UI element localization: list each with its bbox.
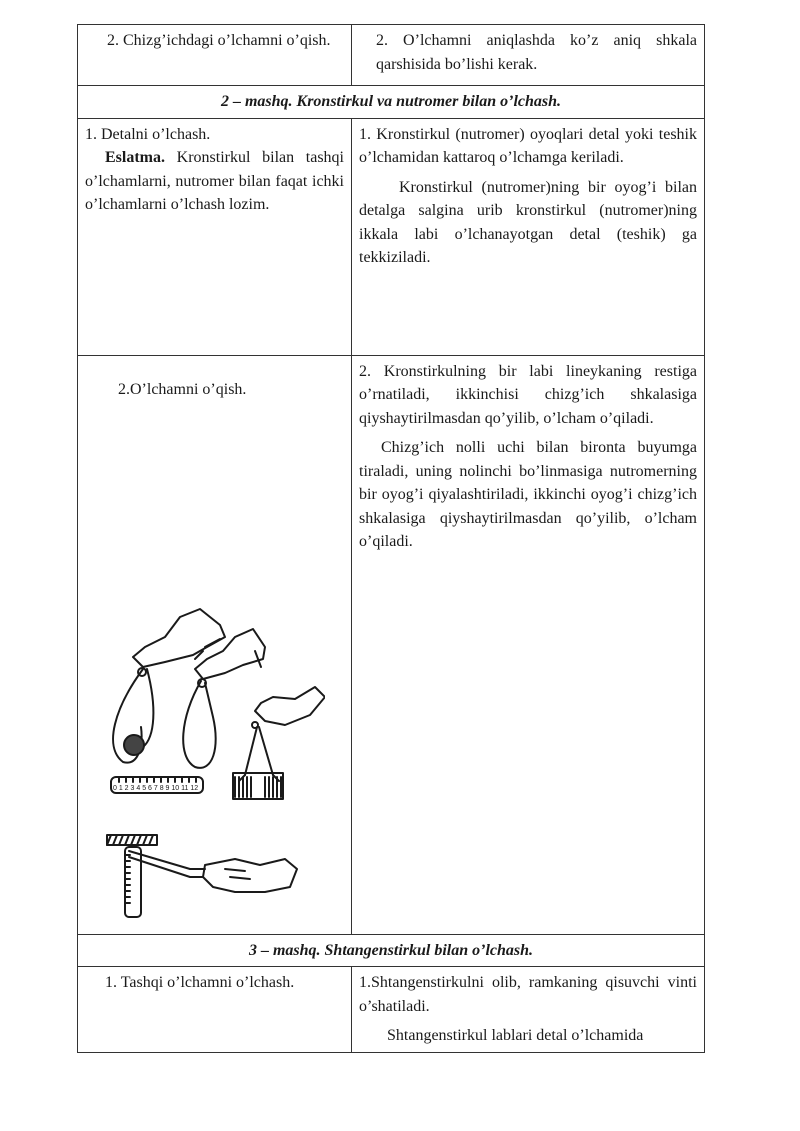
caliper-illustration [85,607,325,927]
note-label: Eslatma. [105,149,165,166]
row-reading-ruler [78,25,705,86]
cell-right [352,25,705,86]
cell-right [352,967,705,1053]
note-text: Kronstirkul bilan tashqi o’lchamlarni, nutromer bilan faqat ichki o’lchamlarni o’lchash lozim. [85,149,344,213]
instruction-text: Chizg’ich nolli uchi bilan bironta buyumga tiraladi, uning nolinchi bo’linmasiga nutromerning bir oyog’i qiyalashtiriladi, ikkinchi oyog’i chizg’ich shkalasiga qiyshaytirilmasdan qo’yilib, o’lcham o’qiladi. [359,439,697,550]
instruction-text: Shtangenstirkul lablari detal o’lchamida [387,1027,644,1044]
section-header-3 [78,934,705,967]
step-text: 1. Tashqi o’lchamni o’lchash. [105,974,295,991]
section-title: 3 – mashq. Shtangenstirkul bilan o’lchash. [78,934,705,967]
note-paragraph [65,146,344,217]
step-text: 2.O’lchamni o’qish. [118,380,247,398]
ruler-scale-digits: 0 1 2 3 4 5 6 7 8 9 10 11 12 [113,785,199,792]
instruction-text: 1.Shtangenstirkulni olib, ramkaning qisuvchi vinti o’shatiladi. [359,974,697,1015]
instruction-text: Kronstirkul (nutromer)ning bir oyog’i bilan detalga salgina urib kronstirkul (nutromer)ning ikkala labi o’lchanayotgan detal (teshik) ga tekkiziladi. [359,178,697,266]
row-reading-size [78,355,705,934]
step-text: 2. Chizg’ichdagi o’lchamni o’qish. [107,32,331,49]
worksheet-table [77,24,705,1053]
cell-left [78,355,352,934]
row-measure-detail [78,118,705,355]
cell-right [352,355,705,934]
instruction-text: 2. O’lchamni aniqlashda ko’z aniq shkala qarshisida bo’lishi kerak. [376,32,697,73]
cell-left [78,118,352,355]
section-title: 2 – mashq. Kronstirkul va nutromer bilan o’lchash. [78,86,705,119]
instruction-text: 2. Kronstirkulning bir labi lineykaning restiga o’rnatiladi, ikkinchisi chizg’ich shkalasiga qiyshaytirilmasdan qo’yilib, o’lcham o’qiladi. [359,362,697,427]
instruction-text: 1. Kronstirkul (nutromer) oyoqlari detal yoki teshik o’lchamidan kattaroq o’lchamga keriladi. [359,125,697,166]
cell-right [352,118,705,355]
cell-left [78,967,352,1053]
step-text: 1. Detalni o’lchash. [85,125,211,143]
row-outer-size [78,967,705,1053]
cell-left [78,25,352,86]
section-header-2 [78,86,705,119]
